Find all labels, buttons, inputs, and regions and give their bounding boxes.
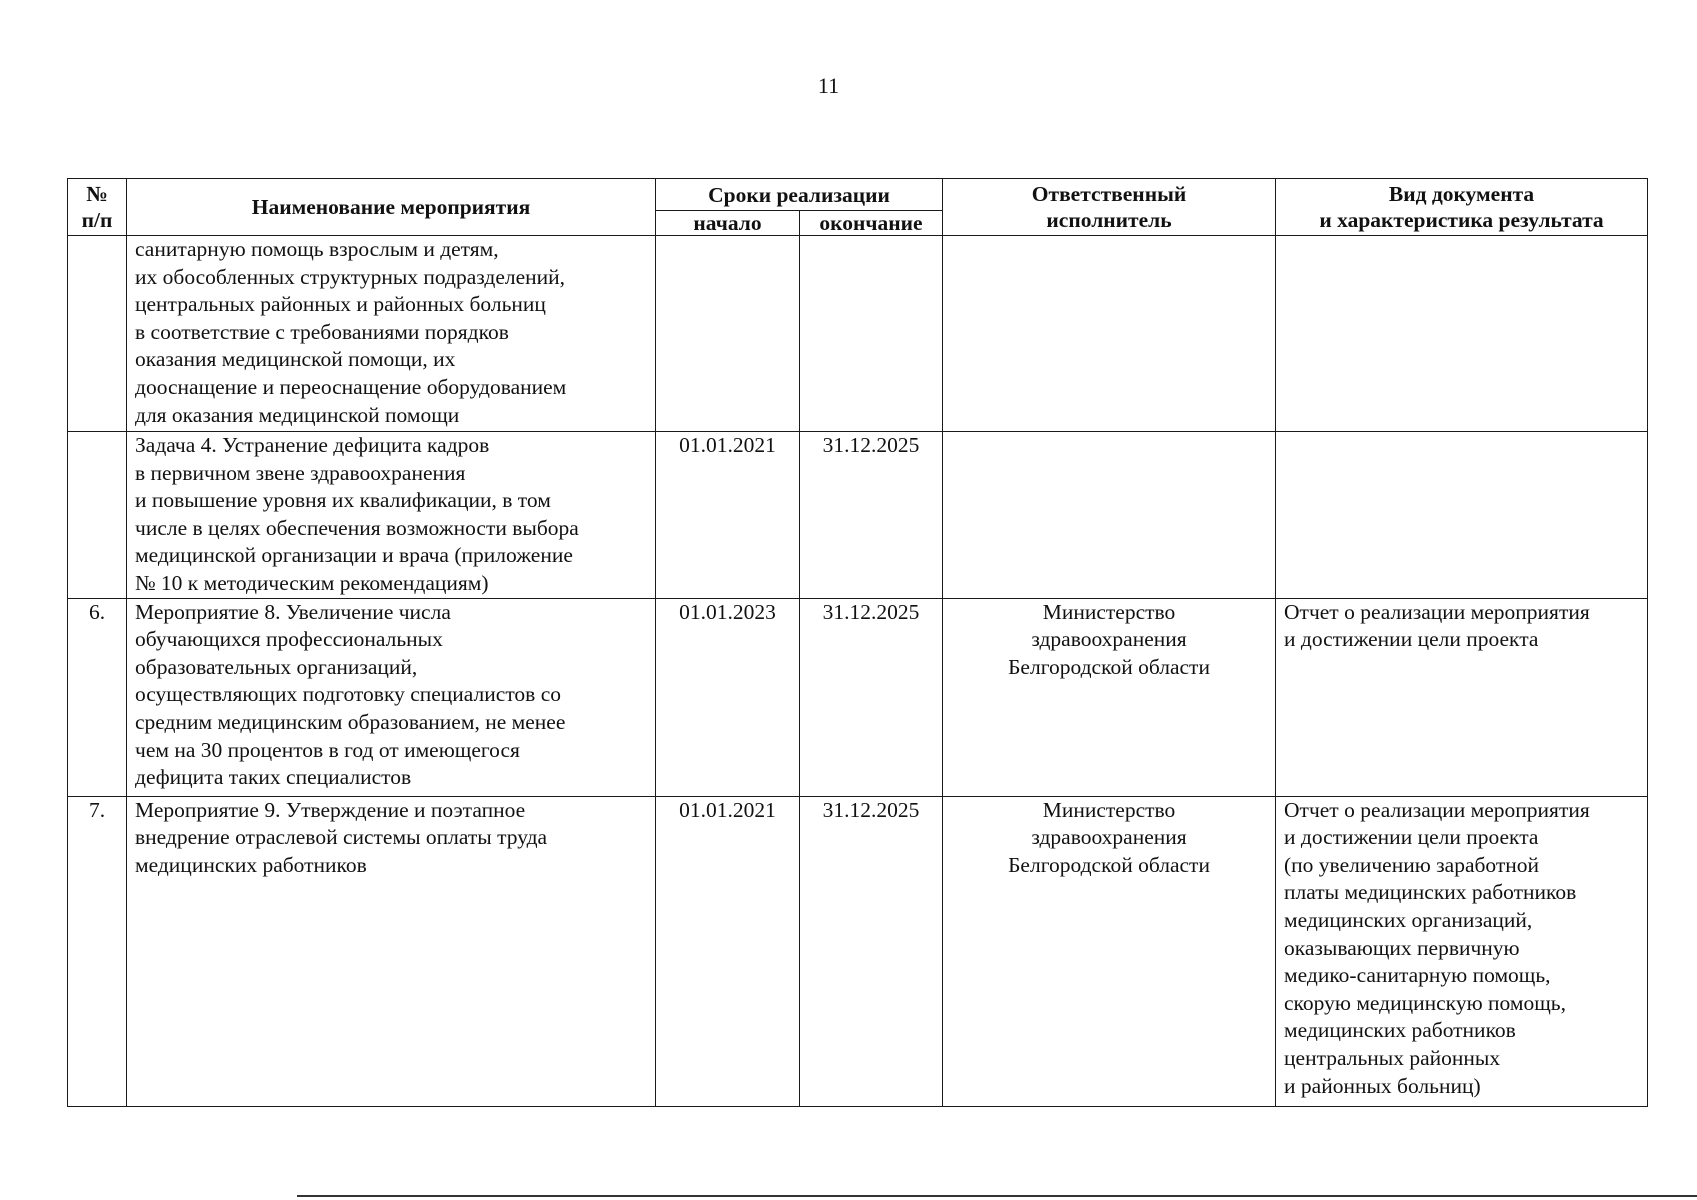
end-date: 31.12.2025 xyxy=(800,432,943,599)
result-document: Отчет о реализации мероприятия и достижении цели проекта (по увеличению заработной платы медицинских работников медицинских организаций, оказывающих первичную медико-санитарную помощь, скорую медицинскую помощь, медицинских работников центральных районных и районных больниц) xyxy=(1276,796,1648,1106)
result-document: Отчет о реализации мероприятия и достижении цели проекта xyxy=(1276,598,1648,796)
end-date xyxy=(800,236,943,432)
result-document xyxy=(1276,432,1648,599)
header-number: № п/п xyxy=(68,179,127,236)
header-result-document: Вид документа и характеристика результата xyxy=(1276,179,1648,236)
row-number: 6. xyxy=(68,598,127,796)
activity-name: Задача 4. Устранение дефицита кадров в первичном звене здравоохранения и повышение уровня их квалификации, в том числе в целях обеспечения возможности выбора медицинской организации и врача (приложение № 10 к методическим рекомендациям) xyxy=(127,432,656,599)
scan-edge-line xyxy=(297,1195,1697,1197)
header-start: начало xyxy=(656,211,800,236)
activities-table xyxy=(67,178,1648,1107)
end-date: 31.12.2025 xyxy=(800,796,943,1106)
start-date: 01.01.2021 xyxy=(656,796,800,1106)
result-document xyxy=(1276,236,1648,432)
header-responsible: Ответственный исполнитель xyxy=(943,179,1276,236)
table-row xyxy=(68,236,1648,432)
header-implementation-terms: Сроки реализации xyxy=(656,179,943,211)
activity-name: Мероприятие 8. Увеличение числа обучающихся профессиональных образовательных организаций, осуществляющих подготовку специалистов со средним медицинским образованием, не менее чем на 30 процентов в год от имеющегося дефицита таких специалистов xyxy=(127,598,656,796)
table-row xyxy=(68,598,1648,796)
header-activity-name: Наименование мероприятия xyxy=(127,179,656,236)
responsible xyxy=(943,236,1276,432)
start-date: 01.01.2021 xyxy=(656,432,800,599)
row-number: 7. xyxy=(68,796,127,1106)
start-date: 01.01.2023 xyxy=(656,598,800,796)
table-row xyxy=(68,432,1648,599)
row-number xyxy=(68,432,127,599)
page-number: 11 xyxy=(817,73,840,98)
activity-name: Мероприятие 9. Утверждение и поэтапное внедрение отраслевой системы оплаты труда медицинских работников xyxy=(127,796,656,1106)
responsible xyxy=(943,432,1276,599)
header-end: окончание xyxy=(800,211,943,236)
activity-name: санитарную помощь взрослым и детям, их обособленных структурных подразделений, центральных районных и районных больниц в соответствие с требованиями порядков оказания медицинской помощи, их дооснащение и переоснащение оборудованием для оказания медицинской помощи xyxy=(127,236,656,432)
responsible: Министерство здравоохранения Белгородской области xyxy=(943,598,1276,796)
start-date xyxy=(656,236,800,432)
table-row xyxy=(68,796,1648,1106)
responsible: Министерство здравоохранения Белгородской области xyxy=(943,796,1276,1106)
row-number xyxy=(68,236,127,432)
end-date: 31.12.2025 xyxy=(800,598,943,796)
